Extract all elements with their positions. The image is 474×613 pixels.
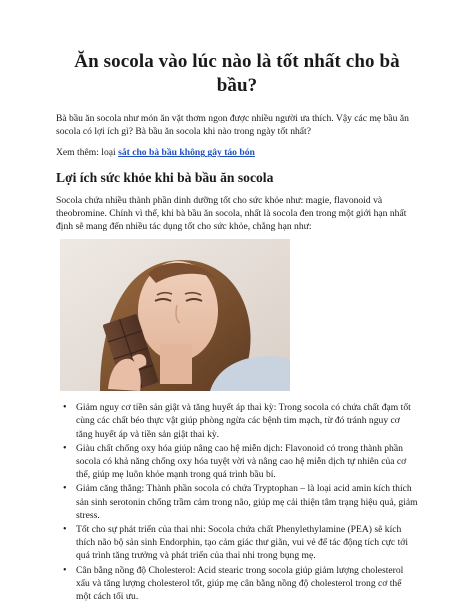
list-item: • Giảm nguy cơ tiền sản giật và tăng huyết áp thai kỳ: Trong socola có chứa chất đạm tốt cùng các chất béo thực vật giúp phòng ngừa các bệnh tim mạch, từ đó tránh nguy cơ tăng huyết áp và tiền sản giật thai kỳ. xyxy=(76,401,418,441)
list-item: • Tốt cho sự phát triển của thai nhi: Socola chứa chất Phenylethylamine (PEA) sẽ kích thích não bộ sản sinh Endorphin, tạo cảm giác thư giãn, vui vẻ để tác động tích cực tới quá trình tăng trưởng và phát triển của thai nhi trong bụng mẹ. xyxy=(76,523,418,563)
benefits-list xyxy=(56,401,418,603)
see-also-line xyxy=(56,146,418,159)
list-item: • Cân bằng nồng độ Cholesterol: Acid stearic trong socola giúp giảm lượng cholesterol xấu và tăng lượng cholesterol tốt, giúp mẹ cân bằng nồng độ cholesterol trong cơ thể một cách tối ưu. xyxy=(76,564,418,604)
woman-eating-chocolate-photo xyxy=(60,239,290,391)
page-title: Ăn socola vào lúc nào là tốt nhất cho bà bầu? xyxy=(74,51,400,96)
intro-paragraph: Bà bầu ăn socola như món ăn vặt thơm ngon được nhiều người ưa thích. Vậy các mẹ bầu ăn socola có lợi ích gì? Bà bầu ăn socola khi nào trong ngày tốt nhất? xyxy=(56,113,409,138)
see-also-prefix: Xem thêm: loại xyxy=(56,147,119,159)
list-item: • Giàu chất chống oxy hóa giúp nâng cao hệ miễn dịch: Flavonoid có trong thành phần socola có khả năng chống oxy hóa tuyệt vời và nâng cao hệ miễn dịch tự nhiên của cơ thể, giúp mẹ luôn khỏe mạnh trong quá trình bầu bí. xyxy=(76,442,418,482)
section-paragraph: Socola chứa nhiều thành phần dinh dưỡng tốt cho sức khỏe như: magie, flavonoid và theobromine. Chính vì thế, khi bà bầu ăn socola, nhất là socola đen trong một giới hạn nhất định sẽ mang đến nhiều tác dụng tốt cho sức khỏe, chẳng hạn như: xyxy=(56,194,407,233)
list-item: • Giảm căng thẳng: Thành phần socola có chứa Tryptophan – là loại acid amin kích thích sản sinh serotonin chống trầm cảm trong não, giúp mẹ cải thiện tâm trạng hiệu quả, giảm stress. xyxy=(76,482,418,522)
section-heading: Lợi ích sức khỏe khi bà bầu ăn socola xyxy=(56,169,274,185)
see-also-link[interactable]: sắt cho bà bầu không gây táo bón xyxy=(118,147,255,159)
